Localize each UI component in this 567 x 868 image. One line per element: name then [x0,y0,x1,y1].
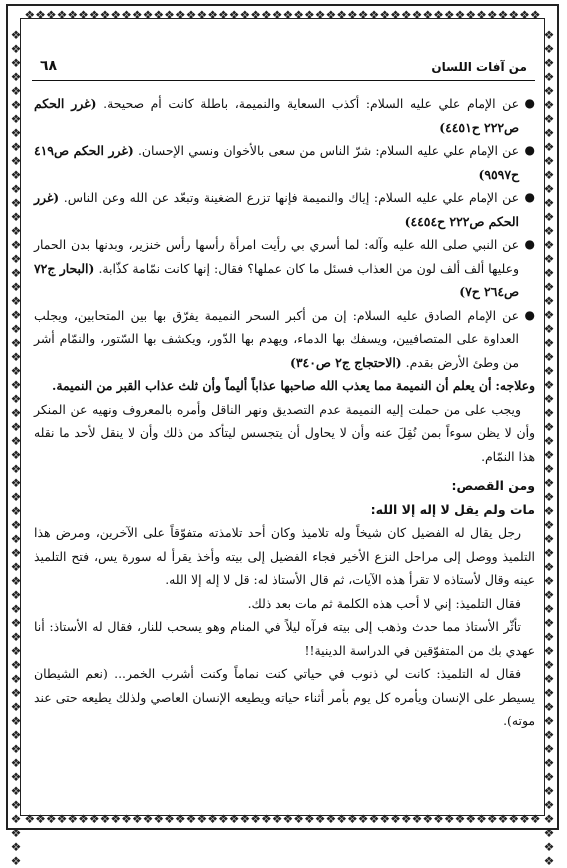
bullet-icon: ● [524,96,535,110]
hadith-text: عن الإمام الصادق عليه السلام: إن من أكبر السحر النميمة يفرّق بها بين المتحابين، ويجلب العداوة على المتصافيين، ويسفك بها الدماء، ويهدم بها الدّور، ويكشف بها السّتور، والنمّام أشر من وطئ الأرض بقدم. [34,307,519,370]
story-paragraph: فقال له التلميذ: كانت لي ذنوب في حياتي كنت نماماً وكنت أشرب الخمر... (نعم الشيطان يسيطر على الإنسان ويأمره كل يوم بأمر أثناء حياته ويطيعه الإنسان العاصي ولذلك يطيعه حتى عند موته). [34,666,535,728]
hadith-item [34,186,535,233]
border-ornament-top: ❖❖❖❖❖❖❖❖❖❖❖❖❖❖❖❖❖❖❖❖❖❖❖❖❖❖❖❖❖❖❖❖❖❖❖❖❖❖❖❖❖❖❖❖❖❖❖❖ [24,8,541,22]
hadith-text: عن الإمام علي عليه السلام: أكذب السعاية والنميمة، باطلة كانت أم صحيحة. [103,96,520,111]
hadith-reference: (غرر الحكم ص٤١٩ ح٩٥٩٧) [34,143,519,182]
hadith-list [34,92,535,374]
page-body [34,92,535,791]
border-ornament-left: ❖❖❖❖❖❖❖❖❖❖❖❖❖❖❖❖❖❖❖❖❖❖❖❖❖❖❖❖❖❖❖❖❖❖❖❖❖❖❖❖❖❖❖❖❖❖❖❖❖❖❖❖❖❖❖❖❖❖❖❖ [10,28,22,868]
running-title: من آفات اللسان [431,60,527,74]
page-number: ٦٨ [40,58,58,74]
hadith-item [34,92,535,139]
section-heading: ومن القصص: [451,478,535,493]
hadith-reference: (البحار ج٧٢ ص٢٦٤ ح٧) [34,260,519,299]
duty-paragraph: ويجب على من حملت إليه النميمة عدم التصديق ونهر الناقل وأمره بالمعروف ونهيه عن المنكر وأن لا يظن سوءاً بمن نُقِلَ عنه وأن لا يحاول أن يتجسس ليتأكد من ذلك وأن لا ينقل لأحد ما نقله هذا النمّام. [34,401,535,464]
story-paragraph: رجل يقال له الفضيل كان شيخاً وله تلاميذ وكان أحد تلامذته متفوّقاً على الآخرين، ومرض هذا التلميذ ووصل إلى مراحل النزع الأخير فجاء الفضيل إلى بيته وأخذ يقرأ له سورة يس، فتح التلميذ عينه وقال لأستاذه لا تقرأ هذه الآيات، ثم قال الأستاذ له: قل لا إله إلا الله. [34,525,535,587]
hadith-text: عن الإمام علي عليه السلام: شرّ الناس من سعى بالأخوان ونسي الإحسان. [137,143,519,158]
remedy-text: أن يعلم أن النميمة مما يعذب الله صاحبها عذاباً أليماً وأن ثلث عذاب القبر من النميمة. [52,378,492,393]
running-header [32,58,535,81]
story-heading: مات ولم يقل لا إله إلا الله: [370,501,535,517]
border-ornament-right: ❖❖❖❖❖❖❖❖❖❖❖❖❖❖❖❖❖❖❖❖❖❖❖❖❖❖❖❖❖❖❖❖❖❖❖❖❖❖❖❖❖❖❖❖❖❖❖❖❖❖❖❖❖❖❖❖❖❖❖❖ [543,28,555,868]
hadith-item [34,233,535,304]
remedy-label: وعلاجه: [495,378,535,393]
bullet-icon: ● [524,237,535,251]
hadith-text: عن الإمام علي عليه السلام: إياك والنميمة فإنها تزرع الضغينة وتبعّد عن الله وعن الناس. [63,190,519,205]
hadith-reference: (غرر الحكم ص٢٢٢ ح٤٤٥٤) [34,190,519,229]
story-paragraph: تأثّر الأستاذ مما حدث وذهب إلى بيته فرآه ليلاً في المنام وهو يسحب للنار، فقال له الأستاذ: أنا عهدي بك من المتفوّقين في الدراسة الدينية!! [34,619,535,658]
hadith-item [34,139,535,186]
story-paragraph: فقال التلميذ: إني لا أحب هذه الكلمة ثم مات بعد ذلك. [247,595,521,611]
border-ornament-bottom: ❖❖❖❖❖❖❖❖❖❖❖❖❖❖❖❖❖❖❖❖❖❖❖❖❖❖❖❖❖❖❖❖❖❖❖❖❖❖❖❖❖❖❖❖❖❖❖❖ [24,812,541,826]
bullet-icon: ● [524,190,535,204]
hadith-reference: (غرر الحكم ص٢٢٢ ح٤٤٥١) [34,96,519,135]
bullet-icon: ● [524,143,535,157]
remedy-paragraph [34,374,535,398]
hadith-reference: (الاحتجاج ج٢ ص٣٤٠) [290,354,402,370]
bullet-icon: ● [524,307,535,322]
hadith-text: عن النبي صلى الله عليه وآله: لما أسري بي رأيت امرأة رأسها رأس خنزير، وبدنها بدن الحمار وعليها ألف ألف لون من العذاب فسئل ما كان عملها؟ فقال: إنها كانت نمّامة كذّابة. [34,237,519,276]
hadith-item [34,304,535,375]
